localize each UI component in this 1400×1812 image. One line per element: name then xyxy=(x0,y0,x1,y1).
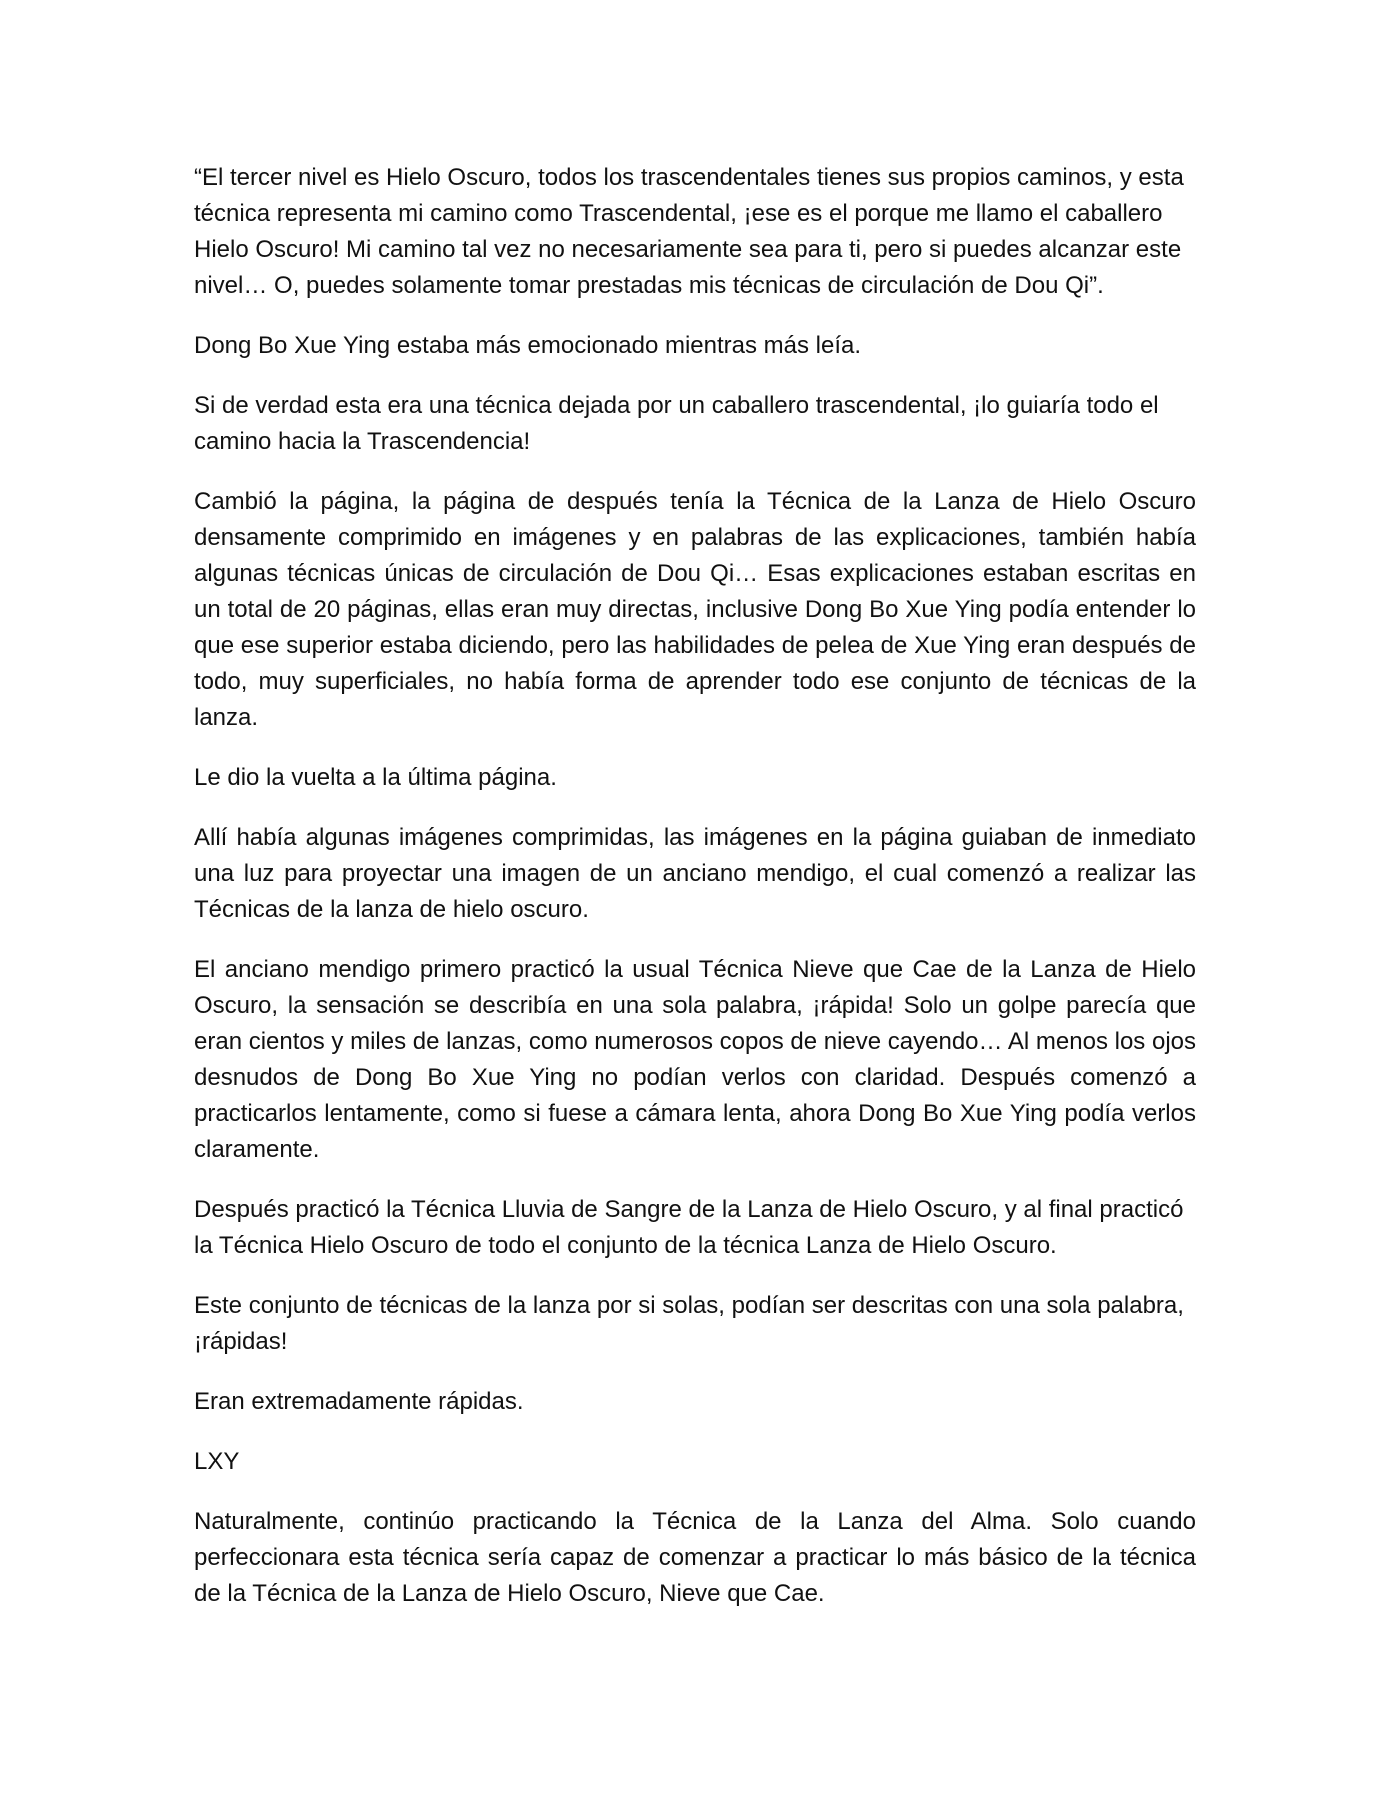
paragraph-3: Si de verdad esta era una técnica dejada por un caballero trascendental, ¡lo guiaría todo el camino hacia la Trascendencia! xyxy=(194,392,1159,455)
paragraph-2: Dong Bo Xue Ying estaba más emocionado mientras más leía. xyxy=(194,332,862,359)
paragraph-9: Este conjunto de técnicas de la lanza por si solas, podían ser descritas con una sola palabra, ¡rápidas! xyxy=(194,1292,1184,1355)
paragraph-5: Le dio la vuelta a la última página. xyxy=(194,764,557,791)
paragraph-7: El anciano mendigo primero practicó la usual Técnica Nieve que Cae de la Lanza de Hielo Oscuro, la sensación se describía en una sola palabra, ¡rápida! Solo un golpe parecía que eran cientos y miles de lanzas, como numerosos copos de nieve cayendo… Al menos los ojos desnudos de Dong Bo Xue Ying no podían verlos con claridad. Después comenzó a practicarlos lentamente, como si fuese a cámara lenta, ahora Dong Bo Xue Ying podía verlos claramente. xyxy=(194,956,1196,1163)
paragraph-12: Naturalmente, continúo practicando la Técnica de la Lanza del Alma. Solo cuando perfeccionara esta técnica sería capaz de comenzar a practicar lo más básico de la técnica de la Técnica de la Lanza de Hielo Oscuro, Nieve que Cae. xyxy=(194,1508,1196,1607)
paragraph-11: LXY xyxy=(194,1448,240,1475)
paragraph-6: Allí había algunas imágenes comprimidas, las imágenes en la página guiaban de inmediato una luz para proyectar una imagen de un anciano mendigo, el cual comenzó a realizar las Técnicas de la lanza de hielo oscuro. xyxy=(194,824,1196,923)
paragraph-8: Después practicó la Técnica Lluvia de Sangre de la Lanza de Hielo Oscuro, y al final practicó la Técnica Hielo Oscuro de todo el conjunto de la técnica Lanza de Hielo Oscuro. xyxy=(194,1196,1184,1259)
paragraph-10: Eran extremadamente rápidas. xyxy=(194,1388,524,1415)
paragraph-1: “El tercer nivel es Hielo Oscuro, todos los trascendentales tienes sus propios caminos, y esta técnica representa mi camino como Trascendental, ¡ese es el porque me llamo el caballero Hielo Oscuro! Mi camino tal vez no necesariamente sea para ti, pero si puedes alcanzar este nivel… O, puedes solamente tomar prestadas mis técnicas de circulación de Dou Qi”. xyxy=(194,164,1184,299)
paragraph-4: Cambió la página, la página de después tenía la Técnica de la Lanza de Hielo Oscuro densamente comprimido en imágenes y en palabras de las explicaciones, también había algunas técnicas únicas de circulación de Dou Qi… Esas explicaciones estaban escritas en un total de 20 páginas, ellas eran muy directas, inclusive Dong Bo Xue Ying podía entender lo que ese superior estaba diciendo, pero las habilidades de pelea de Xue Ying eran después de todo, muy superficiales, no había forma de aprender todo ese conjunto de técnicas de la lanza. xyxy=(194,488,1196,731)
